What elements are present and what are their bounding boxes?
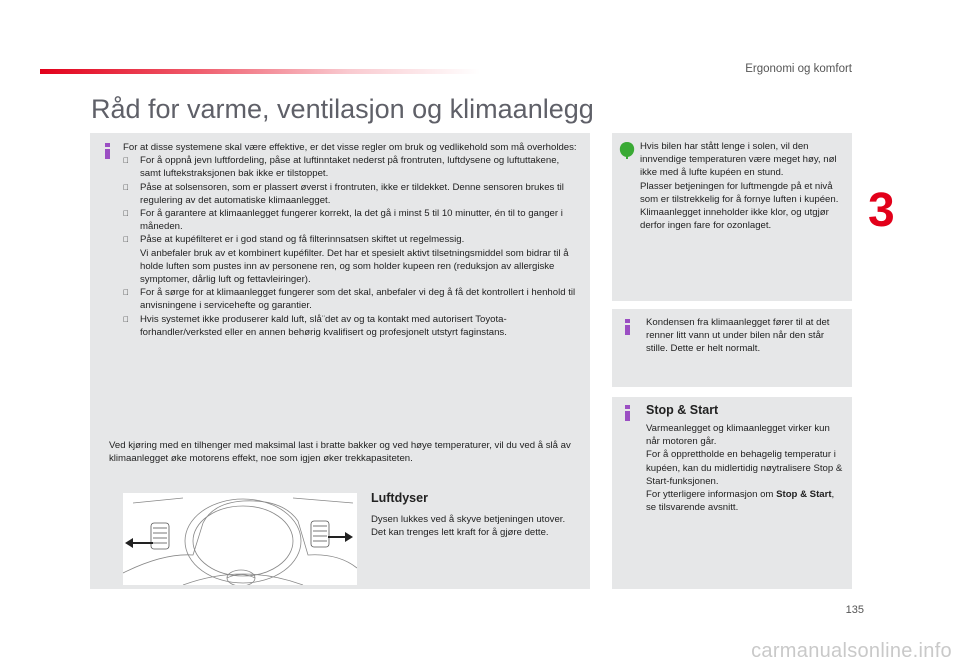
sun-heat-panel: [612, 133, 852, 301]
watermark: carmanualsonline.info: [751, 640, 952, 662]
info-icon: [622, 405, 634, 421]
stop-start-heading: Stop & Start: [646, 403, 719, 417]
trailer-advice: Ved kjøring med en tilhenger med maksimal last i bratte bakker og ved høye temperaturer, vil du ved å slå av klimaanlegget øke motorens effekt, noe som igjen øker trekkapasiteten.: [109, 440, 571, 465]
air-vent-illustration: [123, 493, 357, 585]
page-number: 135: [845, 604, 864, 616]
list-item: Påse at kupéfilteret er i god stand og få filterinnsatsen skiftet ut regelmessig. Vi anbefaler bruk av et kombinert kupéfilter. Det har et spesielt aktivt tilsetningsmiddel som bidrar til å holde luften som pustes inn av personene ren, og som holder kupeen ren (reduksjon av allergiske symptomer, dårlig luft og fettavleiringer).: [123, 233, 579, 286]
section-title: Ergonomi og komfort: [745, 63, 852, 75]
air-vents-text: Dysen lukkes ved å skyve betjeningen utover. Det kan trenges lett kraft for å gjøre dette.: [371, 514, 566, 539]
tips-text: [123, 141, 579, 339]
air-vents-heading: Luftdyser: [371, 491, 428, 505]
list-item: Påse at solsensoren, som er plassert øverst i frontruten, ikke er tildekket. Denne sensoren brukes til regulering av det automatiske klimaanlegget.: [123, 181, 579, 207]
bullet-icon: [123, 233, 129, 246]
tips-list: [123, 154, 579, 339]
info-icon: [102, 143, 114, 159]
bullet-icon: [123, 181, 129, 194]
condensation-panel: [612, 309, 852, 387]
right-vent: [311, 521, 329, 547]
page-title: Råd for varme, ventilasjon og klimaanlegg: [91, 94, 594, 124]
tips-intro: For at disse systemene skal være effektive, er det visse regler om bruk og vedlikehold som må overholdes:: [123, 142, 577, 153]
header-accent-bar: [40, 69, 480, 74]
maintenance-tips-panel: [90, 133, 590, 589]
list-item: For å garantere at klimaanlegget fungerer korrekt, la det gå i minst 5 til 10 minutter, én til to ganger i måneden.: [123, 207, 579, 233]
bullet-icon: [123, 313, 129, 326]
eco-leaf-icon: [618, 141, 636, 159]
bullet-icon: [123, 207, 129, 220]
list-item: Hvis systemet ikke produserer kald luft, slå¨det av og ta kontakt med autorisert Toyota-forhandler/verksted eller en annen behørig kvalifisert og profesjonelt utstyrt faginstans.: [123, 313, 579, 339]
stop-start-text: Varmeanlegget og klimaanlegget virker kun når motoren går. For å opprettholde en behagelig temperatur i kupéen, kan du midlertidig nøytralisere Stop & Start-funksjonen. For ytterligere informasjon om Stop & Start, se tilsvarende avsnitt.: [646, 423, 843, 514]
list-item: For å oppnå jevn luftfordeling, påse at luftinntaket nederst på frontruten, luftdysene og luftuttakene, samt luftekstraksjonen bak ikke er tilstoppet.: [123, 154, 579, 180]
info-icon: [622, 319, 634, 335]
bullet-icon: [123, 154, 129, 167]
condensation-text: Kondensen fra klimaanlegget fører til at det renner litt vann ut under bilen når den står stille. Dette er helt normalt.: [646, 317, 830, 355]
filter-detail: Vi anbefaler bruk av et kombinert kupéfilter. Det har et spesielt aktivt tilsetningsmiddel som bidrar til å holde luften som pustes inn av personene ren, og som holder kupeen ren (reduksjon av allergiske symptomer, dårlig luft og fettavleiringer).: [140, 247, 569, 286]
bullet-icon: [123, 286, 129, 299]
list-item: For å sørge for at klimaanlegget fungerer som det skal, anbefaler vi deg å få det kontrollert i henhold til anvisningene i servicehefte og garantier.: [123, 286, 579, 312]
sun-heat-text: Hvis bilen har stått lenge i solen, vil den innvendige temperaturen være meget høy, nøl ikke med å lufte kupéen en stund. Plasser betjeningen for luftmengde på et nivå som er tilstrekkelig for å fornye luften i kupéen. Klimaanlegget inneholder ikke klor, og utgjør derfor ingen fare for ozonlaget.: [640, 141, 839, 232]
left-vent: [151, 523, 169, 549]
stop-start-panel: [612, 397, 852, 589]
chapter-number: 3: [868, 184, 895, 237]
